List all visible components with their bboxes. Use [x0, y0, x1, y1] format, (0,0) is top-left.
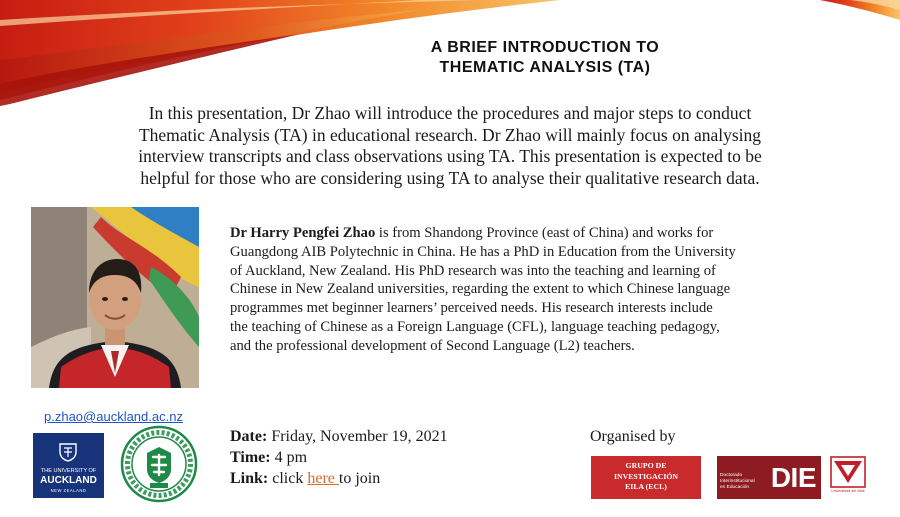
link-label: Link:	[230, 470, 269, 487]
auckland-crest-icon	[58, 442, 78, 462]
intro-line: In this presentation, Dr Zhao will introduce the procedures and major steps to conduct	[148, 103, 752, 123]
bio-line-1-text: is from Shandong Province (east of China) and works for	[375, 225, 714, 241]
university-of-auckland-logo	[33, 433, 104, 498]
link-prefix: click	[268, 470, 308, 487]
ecl-line-1: GRUPO DE	[625, 461, 667, 470]
bio-line: and the professional development of Second Language (L2) teachers.	[230, 337, 635, 354]
bio-line: of Auckland, New Zealand. His PhD research was into the teaching and learning of	[230, 262, 716, 279]
auckland-logo-line-1: THE UNIVERSITY OF	[40, 468, 97, 474]
event-date	[230, 426, 448, 447]
event-details	[230, 426, 448, 489]
ecl-line-3: EILA (ECL)	[625, 482, 667, 491]
intro-line: helpful for those who are considering using TA to analyse their qualitative research data.	[140, 167, 760, 188]
title-line-2: THEMATIC ANALYSIS (TA)	[439, 59, 651, 76]
event-link	[230, 468, 448, 489]
universidad-del-valle-logo	[830, 456, 866, 499]
link-suffix: to join	[338, 470, 381, 487]
date-value: Friday, November 19, 2021	[267, 428, 448, 445]
date-label: Date:	[230, 428, 268, 445]
die-wordmark: DIE	[770, 462, 816, 493]
ecl-line-2: INVESTIGACIÓN	[613, 471, 679, 481]
valle-text: Universidad del Valle	[831, 489, 865, 493]
speaker-bio	[230, 224, 870, 356]
auckland-logo-line-3: NEW ZEALAND	[50, 488, 87, 493]
eila-research-group-logo	[591, 456, 701, 499]
intro-line: interview transcripts and class observations using TA. This presentation is expected to be	[138, 146, 762, 166]
die-doctorate-logo	[717, 456, 821, 499]
email-link[interactable]: p.zhao@auckland.ac.nz	[44, 409, 183, 424]
bio-line: Chinese in New Zealand universities, regarding the extent to which Chinese language	[230, 281, 731, 298]
speaker-name: Dr Harry Pengfei Zhao	[230, 225, 376, 241]
join-link[interactable]: here	[307, 470, 339, 487]
time-value: 4 pm	[270, 449, 308, 466]
event-time	[230, 447, 448, 468]
auckland-logo-line-2: AUCKLAND	[40, 475, 97, 486]
die-subtitle: Doctorado Interinstitucional en Educación	[720, 473, 755, 490]
bio-line: Guangdong AIB Polytechnic in China. He has a PhD in Education from the University	[230, 243, 736, 260]
intro-line: Thematic Analysis (TA) in educational research. Dr Zhao will mainly focus on analysing	[138, 124, 762, 145]
bio-line: programmes met beginner learners’ perceived needs. His research interests include	[230, 300, 713, 317]
bio-line	[230, 224, 870, 243]
speaker-photo	[31, 207, 199, 388]
valle-emblem-icon	[830, 456, 866, 488]
title-line-1: A BRIEF INTRODUCTION TO	[430, 39, 660, 56]
time-label: Time:	[230, 449, 271, 466]
guangdong-aib-polytechnic-seal-icon	[120, 425, 198, 503]
slide-title	[300, 38, 790, 78]
bio-line: the teaching of Chinese as a Foreign Language (CFL), language teaching pedagogy,	[230, 318, 720, 335]
intro-paragraph	[70, 103, 830, 189]
organised-by-label: Organised by	[590, 428, 676, 445]
